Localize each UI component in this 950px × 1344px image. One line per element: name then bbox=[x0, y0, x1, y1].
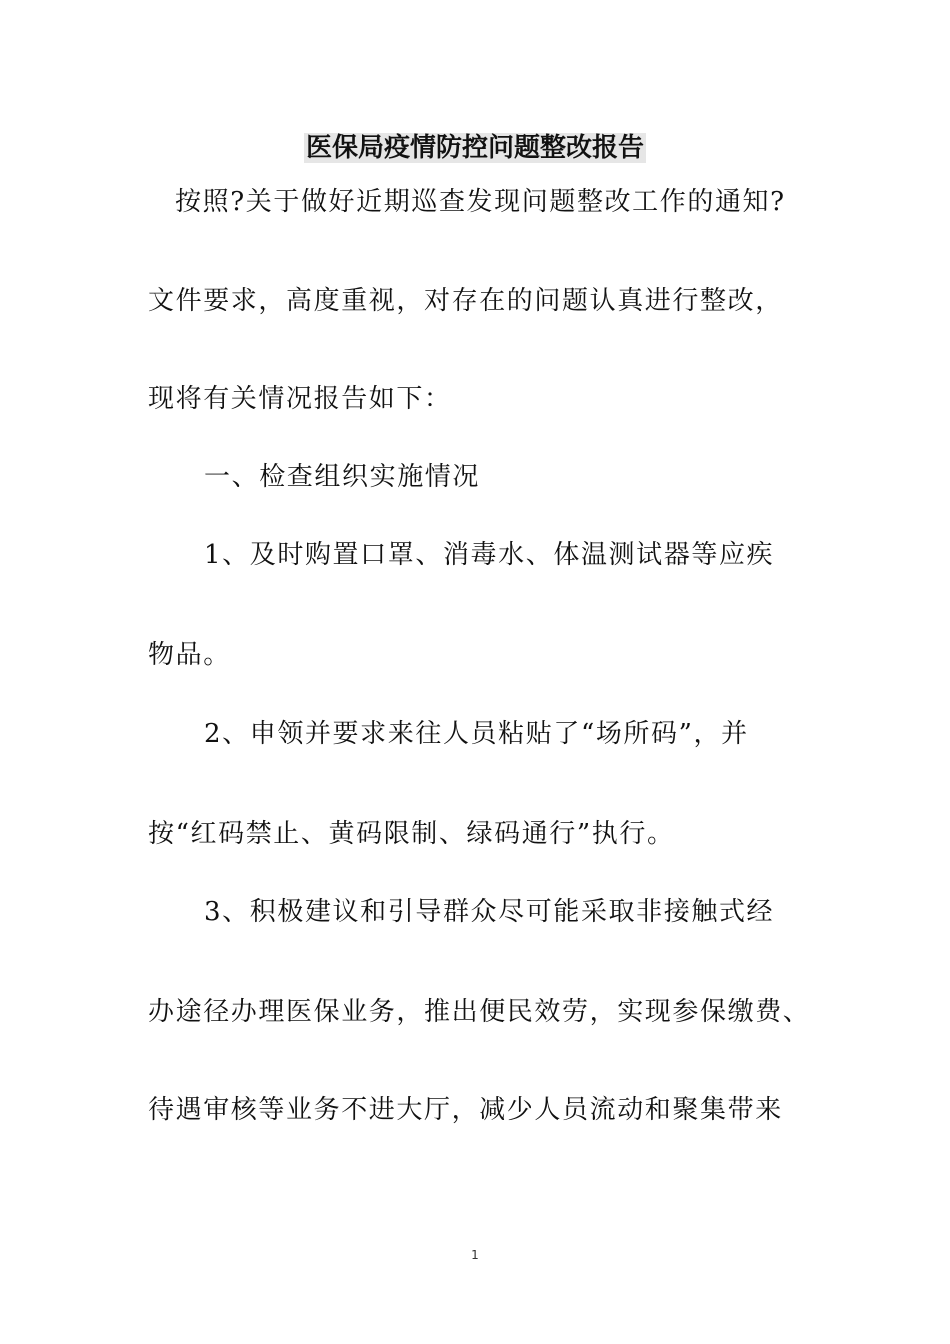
paragraph-line-6: 物品。 bbox=[148, 640, 231, 670]
paragraph-line-7: 2、申领并要求来往人员粘贴了“场所码”，并 bbox=[204, 719, 749, 749]
paragraph-line-11: 待遇审核等业务不进大厅，减少人员流动和聚集带来 bbox=[148, 1095, 783, 1125]
document-title bbox=[0, 128, 950, 168]
paragraph-line-10: 办途径办理医保业务，推出便民效劳，实现参保缴费、 bbox=[148, 997, 811, 1027]
paragraph-line-5: 1、及时购置口罩、消毒水、体温测试器等应疾 bbox=[204, 540, 775, 570]
paragraph-line-9: 3、积极建议和引导群众尽可能采取非接触式经 bbox=[204, 897, 775, 927]
paragraph-line-8: 按“红码禁止、黄码限制、绿码通行”执行。 bbox=[148, 819, 675, 849]
paragraph-line-2: 文件要求，高度重视，对存在的问题认真进行整改， bbox=[148, 286, 783, 316]
section-heading: 一、检查组织实施情况 bbox=[204, 462, 481, 492]
paragraph-line-3: 现将有关情况报告如下： bbox=[148, 384, 452, 414]
title-text: 医保局疫情防控问题整改报告 bbox=[305, 133, 644, 163]
paragraph-line-1: 按照?关于做好近期巡查发现问题整改工作的通知? bbox=[175, 187, 786, 217]
page-number: 1 bbox=[471, 1248, 479, 1262]
